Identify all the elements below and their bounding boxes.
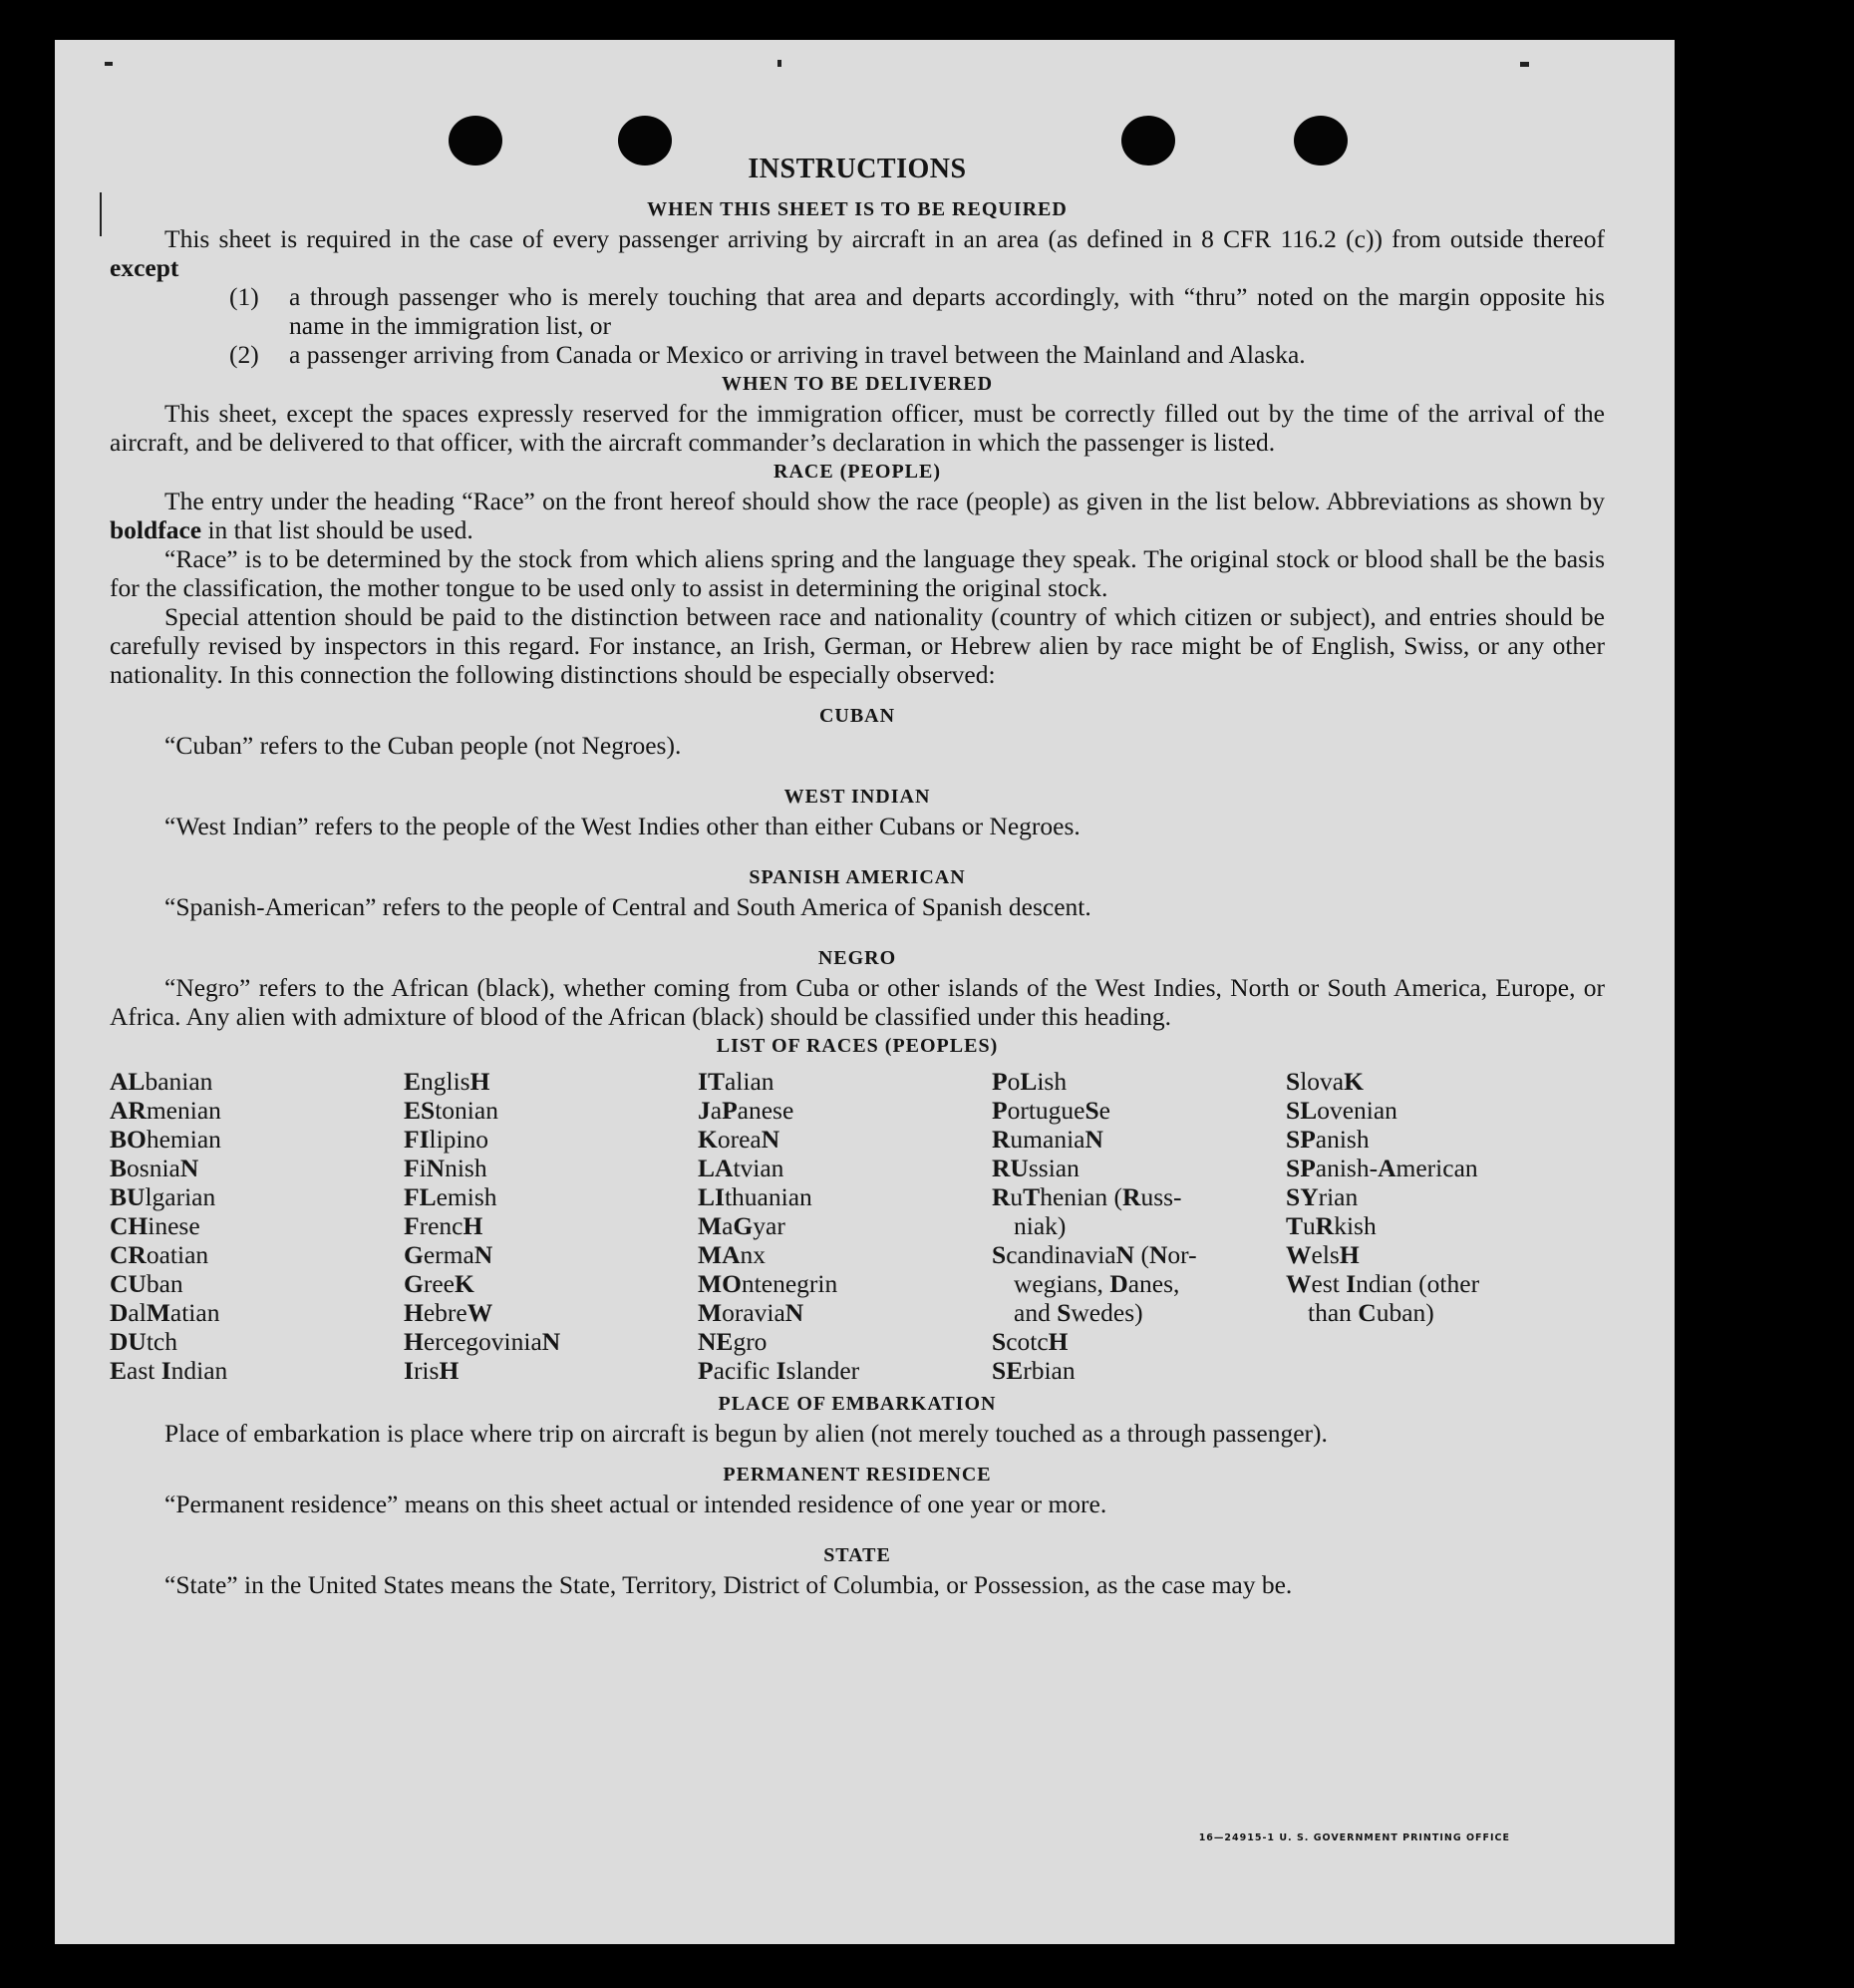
race-entry: SPanish <box>1286 1125 1370 1154</box>
race-entry: HebreW <box>404 1298 493 1327</box>
speck <box>1520 62 1529 67</box>
paragraph: “Permanent residence” means on this sheet actual or intended residence of one year or more. <box>164 1490 1107 1518</box>
race-entry: FLemish <box>404 1182 497 1211</box>
race-entry: RuThenian (Russ- <box>992 1182 1182 1211</box>
race-entry: East Indian <box>110 1356 228 1385</box>
race-column <box>1286 1067 1580 1385</box>
race-entry: BosniaN <box>110 1154 199 1182</box>
race-entry: Pacific Islander <box>698 1356 860 1385</box>
race-list <box>110 1067 1605 1385</box>
page-title: INSTRUCTIONS <box>748 154 967 184</box>
paragraph: “West Indian” refers to the people of the West Indies other than either Cubans or Negroes. <box>164 812 1081 840</box>
race-entry: WelsH <box>1286 1240 1360 1269</box>
section-heading: PERMANENT RESIDENCE <box>723 1464 992 1486</box>
race-entry: ScandinaviaN (Nor- <box>992 1240 1197 1269</box>
race-entry: MOntenegrin <box>698 1269 838 1298</box>
race-entry: EnglisH <box>404 1067 490 1096</box>
race-entry: KoreaN <box>698 1125 780 1154</box>
race-entry: HercegoviniaN <box>404 1327 561 1356</box>
race-entry: IrisH <box>404 1356 460 1385</box>
section-heading: STATE <box>823 1544 891 1566</box>
race-entry: LIthuanian <box>698 1182 812 1211</box>
race-entry: ITalian <box>698 1067 774 1096</box>
speck <box>100 192 102 236</box>
list-item: (1) a through passenger who is merely touching that area and departs accordingly, with “thru” noted on the margin opposite his name in the immigration list, or <box>229 282 1605 340</box>
paragraph: “Cuban” refers to the Cuban people (not Negroes). <box>164 731 682 760</box>
race-entry: West Indian (other <box>1286 1269 1480 1298</box>
race-column <box>698 1067 992 1385</box>
paragraph: This sheet, except the spaces expressly reserved for the immigration officer, must be correctly filled out by the time of the arrival of the aircraft, and be delivered to that officer, with the aircraft commander’s declaration in which the passenger is listed. <box>110 399 1605 457</box>
race-entry: BUlgarian <box>110 1182 216 1211</box>
race-entry: FIlipino <box>404 1125 489 1154</box>
section-heading: RACE (PEOPLE) <box>773 461 941 483</box>
race-entry: than Cuban) <box>1308 1298 1434 1327</box>
speck <box>777 60 781 67</box>
race-entry: GreeK <box>404 1269 474 1298</box>
race-entry: ScotcH <box>992 1327 1069 1356</box>
race-entry: GermaN <box>404 1240 493 1269</box>
race-entry: FiNnish <box>404 1154 487 1182</box>
race-entry: MoraviaN <box>698 1298 804 1327</box>
section-heading: CUBAN <box>818 705 896 727</box>
paragraph: This sheet is required in the case of every passenger arriving by aircraft in an area (as defined in 8 CFR 116.2 (c)) from outside thereof except <box>110 224 1605 282</box>
section-heading: NEGRO <box>817 947 897 969</box>
speck <box>105 62 113 66</box>
race-entry: DalMatian <box>110 1298 220 1327</box>
paragraph: “Spanish-American” refers to the people of Central and South America of Spanish descent. <box>164 892 1091 921</box>
race-entry: TuRkish <box>1286 1211 1377 1240</box>
section-heading: LIST OF RACES (PEOPLES) <box>716 1035 999 1057</box>
race-entry: RUssian <box>992 1154 1080 1182</box>
race-entry: CRoatian <box>110 1240 209 1269</box>
race-entry: RumaniaN <box>992 1125 1103 1154</box>
race-entry: NEgro <box>698 1327 768 1356</box>
instructions-body <box>110 145 1605 1599</box>
paragraph: Special attention should be paid to the distinction between race and nationality (country of which citizen or subject), and entries should be carefully revised by inspectors in this regard. For instance, an Irish, German, or Hebrew alien by race might be of English, Swiss, or any other nationality. In this connection the following distinctions should be especially observed: <box>110 602 1605 689</box>
race-column <box>110 1067 404 1385</box>
paragraph: “Race” is to be determined by the stock from which aliens spring and the language they speak. The original stock or blood shall be the basis for the classification, the mother tongue to be used only to assist in determining the original stock. <box>110 544 1605 602</box>
race-entry: MAnx <box>698 1240 766 1269</box>
race-entry: SLovenian <box>1286 1096 1397 1125</box>
race-entry: ARmenian <box>110 1096 221 1125</box>
section-heading: SPANISH AMERICAN <box>749 866 966 888</box>
race-entry: SPanish-American <box>1286 1154 1478 1182</box>
section-heading: WHEN TO BE DELIVERED <box>721 373 994 395</box>
paragraph: Place of embarkation is place where trip on aircraft is begun by alien (not merely touched as a through passenger). <box>164 1419 1328 1448</box>
document-page <box>55 40 1675 1944</box>
race-entry: and Swedes) <box>1014 1298 1143 1327</box>
race-entry: BOhemian <box>110 1125 221 1154</box>
race-entry: niak) <box>1014 1211 1067 1240</box>
paragraph: “Negro” refers to the African (black), whether coming from Cuba or other islands of the West Indies, North or South America, Europe, or Africa. Any alien with admixture of blood of the African (black) should be classified under this heading. <box>110 973 1605 1031</box>
race-entry: SErbian <box>992 1356 1076 1385</box>
list-item: (2) a passenger arriving from Canada or Mexico or arriving in travel between the Mainland and Alaska. <box>229 340 1306 369</box>
race-entry: CHinese <box>110 1211 200 1240</box>
race-entry: SYrian <box>1286 1182 1359 1211</box>
race-entry: wegians, Danes, <box>1014 1269 1180 1298</box>
race-entry: SlovaK <box>1286 1067 1364 1096</box>
paragraph: “State” in the United States means the State, Territory, District of Columbia, or Possession, as the case may be. <box>164 1570 1293 1599</box>
race-entry: DUtch <box>110 1327 177 1356</box>
section-heading: PLACE OF EMBARKATION <box>718 1393 997 1415</box>
race-entry: LAtvian <box>698 1154 784 1182</box>
race-column <box>404 1067 698 1385</box>
section-heading: WHEN THIS SHEET IS TO BE REQUIRED <box>647 198 1068 220</box>
race-entry: PortugueSe <box>992 1096 1110 1125</box>
race-entry: MaGyar <box>698 1211 785 1240</box>
race-entry: EStonian <box>404 1096 498 1125</box>
paragraph: The entry under the heading “Race” on the front hereof should show the race (people) as given in the list below. Abbreviations as shown by boldface in that list should be used. <box>110 487 1605 544</box>
race-entry: FrencH <box>404 1211 483 1240</box>
race-entry: ALbanian <box>110 1067 213 1096</box>
race-entry: JaPanese <box>698 1096 794 1125</box>
race-entry: PoLish <box>992 1067 1068 1096</box>
race-column <box>992 1067 1286 1385</box>
section-heading: WEST INDIAN <box>783 786 931 808</box>
print-office-footer: 16—24915-1 U. S. GOVERNMENT PRINTING OFFICE <box>1198 1832 1510 1843</box>
race-entry: CUban <box>110 1269 183 1298</box>
